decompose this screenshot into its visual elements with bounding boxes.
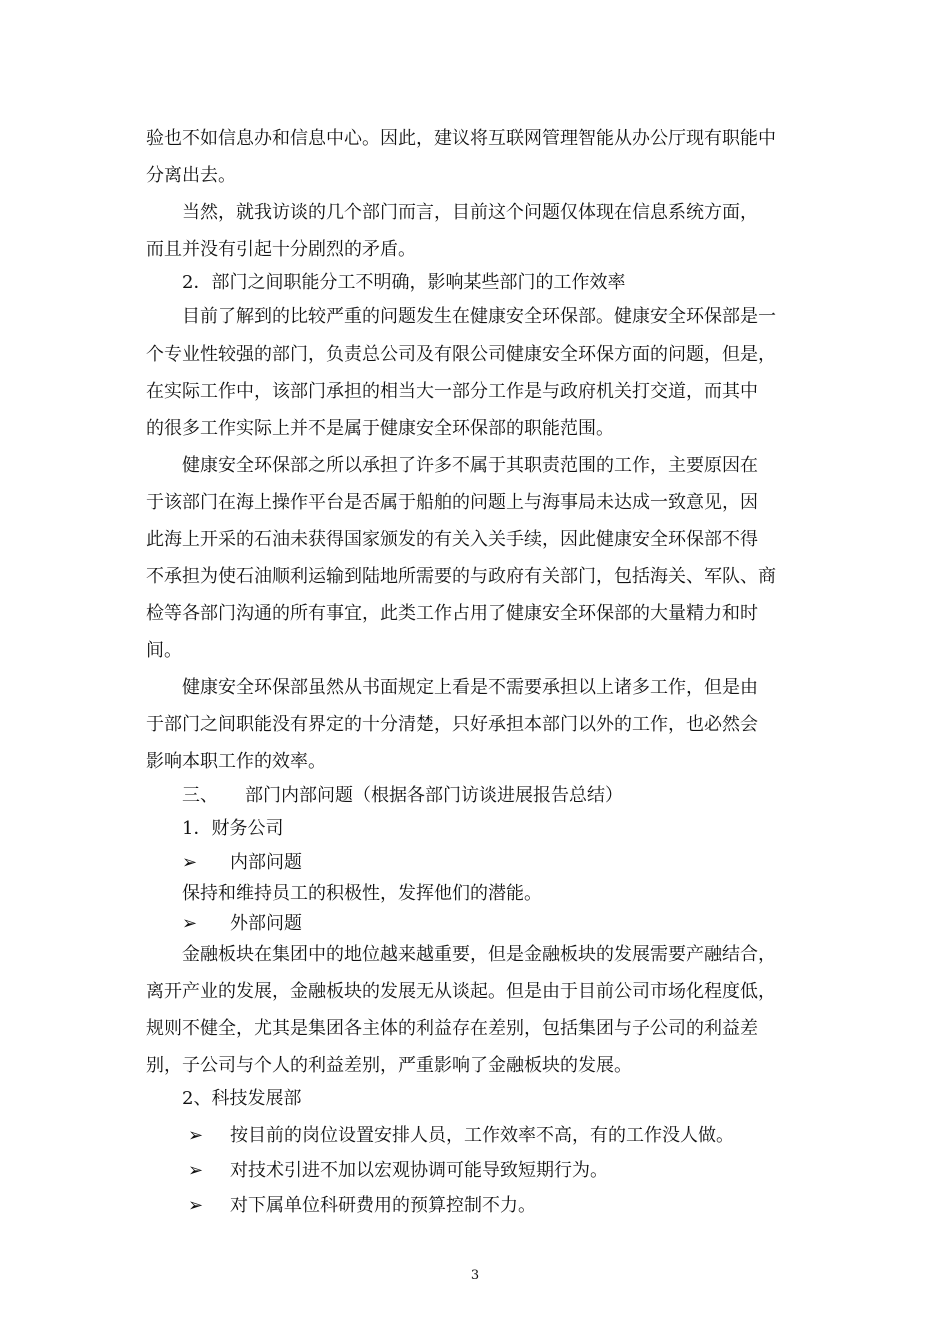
page-number: 3 — [470, 1268, 480, 1283]
subsection-heading: 1．财务公司 — [182, 818, 284, 839]
text-line: 而且并没有引起十分剧烈的矛盾。 — [146, 239, 416, 260]
arrow-bullet-icon: ➢ — [182, 913, 198, 934]
text-line: 金融板块在集团中的地位越来越重要，但是金融板块的发展需要产融结合， — [182, 944, 776, 965]
text-line: 此海上开采的石油未获得国家颁发的有关入关手续，因此健康安全环保部不得 — [146, 529, 758, 550]
text-line: 间。 — [146, 640, 182, 661]
bullet-text: 对下属单位科研费用的预算控制不力。 — [230, 1195, 536, 1216]
text-line: 检等各部门沟通的所有事宜，此类工作占用了健康安全环保部的大量精力和时 — [146, 603, 758, 624]
text-line: 规则不健全，尤其是集团各主体的利益存在差别，包括集团与子公司的利益差 — [146, 1018, 758, 1039]
bullet-item — [188, 1195, 536, 1217]
section-heading: 2．部门之间职能分工不明确，影响某些部门的工作效率 — [182, 272, 626, 293]
arrow-bullet-icon: ➢ — [188, 1160, 204, 1181]
bullet-item — [182, 913, 302, 935]
text-line: 于部门之间职能没有界定的十分清楚，只好承担本部门以外的工作，也必然会 — [146, 714, 758, 735]
bullet-text: 按目前的岗位设置安排人员，工作效率不高，有的工作没人做。 — [230, 1125, 734, 1146]
section-heading: 三、 部门内部问题（根据各部门访谈进展报告总结） — [182, 785, 623, 806]
text-line: 影响本职工作的效率。 — [146, 751, 326, 772]
bullet-text: 外部问题 — [230, 913, 302, 934]
text-line: 离开产业的发展，金融板块的发展无从谈起。但是由于目前公司市场化程度低， — [146, 981, 776, 1002]
text-line: 的很多工作实际上并不是属于健康安全环保部的职能范围。 — [146, 418, 614, 439]
bullet-item — [182, 852, 302, 874]
text-line: 验也不如信息办和信息中心。因此，建议将互联网管理智能从办公厅现有职能中 — [146, 128, 776, 149]
bullet-item — [188, 1125, 734, 1147]
arrow-bullet-icon: ➢ — [188, 1125, 204, 1146]
text-line: 健康安全环保部虽然从书面规定上看是不需要承担以上诸多工作，但是由 — [182, 677, 758, 698]
text-line: 保持和维持员工的积极性，发挥他们的潜能。 — [182, 883, 542, 904]
subsection-heading: 2、科技发展部 — [182, 1088, 302, 1109]
text-line: 于该部门在海上操作平台是否属于船舶的问题上与海事局未达成一致意见，因 — [146, 492, 758, 513]
text-line: 分离出去。 — [146, 165, 236, 186]
text-line: 别，子公司与个人的利益差别，严重影响了金融板块的发展。 — [146, 1055, 632, 1076]
text-line: 目前了解到的比较严重的问题发生在健康安全环保部。健康安全环保部是一 — [182, 306, 776, 327]
text-line: 不承担为使石油顺利运输到陆地所需要的与政府有关部门，包括海关、军队、商 — [146, 566, 776, 587]
text-line: 当然，就我访谈的几个部门而言，目前这个问题仅体现在信息系统方面， — [182, 202, 758, 223]
text-line: 在实际工作中，该部门承担的相当大一部分工作是与政府机关打交道，而其中 — [146, 381, 758, 402]
arrow-bullet-icon: ➢ — [182, 852, 198, 873]
text-line: 个专业性较强的部门，负责总公司及有限公司健康安全环保方面的问题，但是， — [146, 344, 776, 365]
text-line: 健康安全环保部之所以承担了许多不属于其职责范围的工作，主要原因在 — [182, 455, 758, 476]
bullet-text: 对技术引进不加以宏观协调可能导致短期行为。 — [230, 1160, 608, 1181]
bullet-item — [188, 1160, 608, 1182]
bullet-text: 内部问题 — [230, 852, 302, 873]
arrow-bullet-icon: ➢ — [188, 1195, 204, 1216]
